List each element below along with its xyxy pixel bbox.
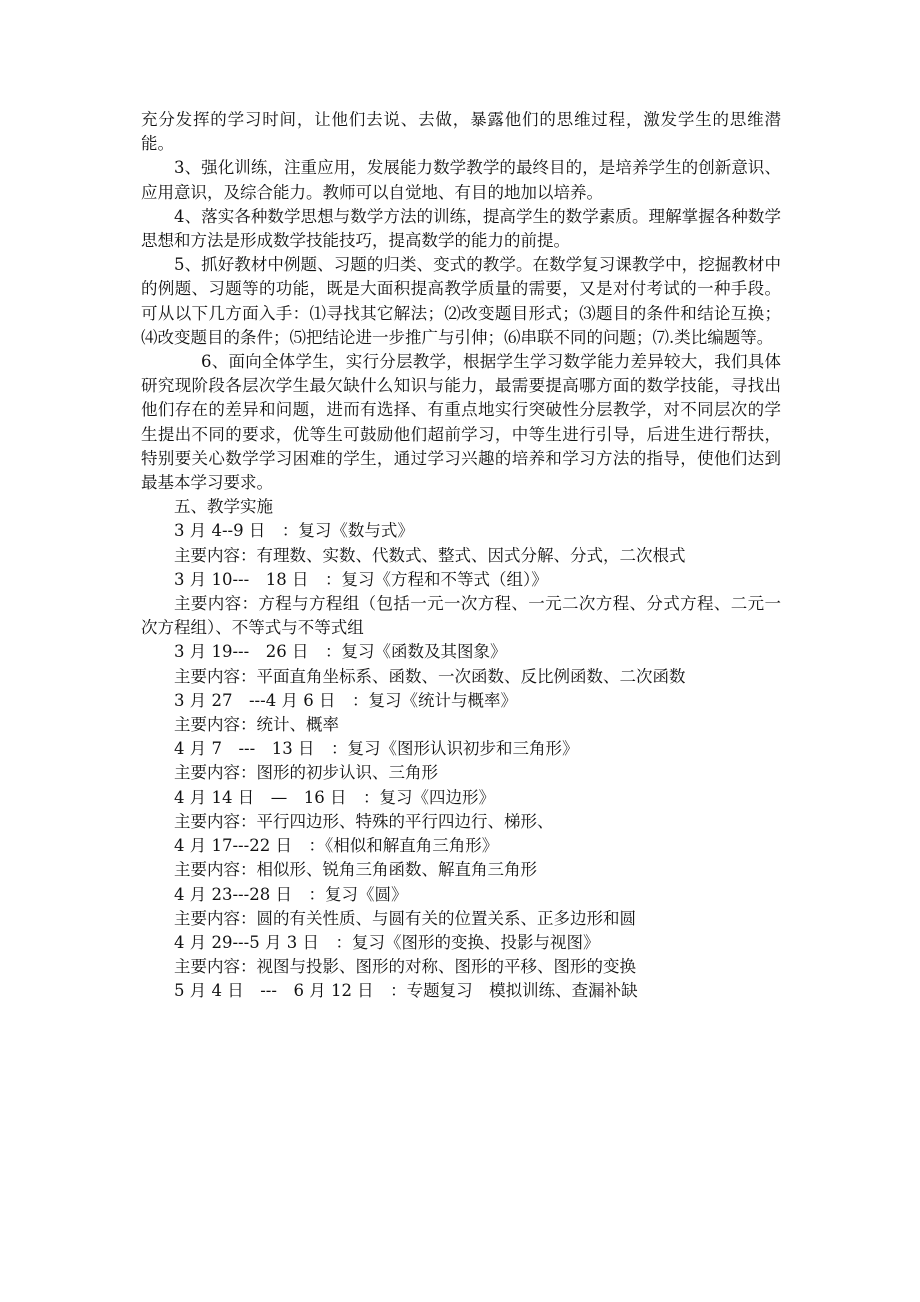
paragraph-continuation: 充分发挥的学习时间，让他们去说、去做，暴露他们的思维过程，激发学生的思维潜能。 xyxy=(141,110,781,154)
schedule-period: 4 月 29---5 月 3 日 ：复习《图形的变换、投影与视图》 xyxy=(174,932,600,952)
schedule-period: 3 月 4--9 日 ：复习《数与式》 xyxy=(174,521,414,541)
paragraph-point-6: 6、面向全体学生，实行分层教学，根据学生学习数学能力差异较大，我们具体研究现阶段各层次学生最欠缺什么知识与能力，最需要提高哪方面的数学技能，寻找出他们存在的差异和问题，进而有选择、有重点地实行突破性分层教学，对不同层次的学生提出不同的要求，优等生可鼓励他们超前学习，中等生进行引导，后进生进行帮扶，特别要关心数学学习困难的学生，通过学习兴趣的培养和学习方法的指导，使他们达到最基本学习要求。 xyxy=(141,352,781,493)
schedule-content: 主要内容：平行四边形、特殊的平行四边行、梯形、 xyxy=(174,811,554,831)
schedule-content: 主要内容：相似形、锐角三角函数、解直角三角形 xyxy=(174,860,537,880)
schedule-content: 主要内容：视图与投影、图形的对称、图形的平移、图形的变换 xyxy=(174,957,636,977)
schedule-content: 主要内容：图形的初步认识、三角形 xyxy=(174,763,438,783)
section-title: 五、教学实施 xyxy=(174,497,273,517)
schedule-content: 主要内容：圆的有关性质、与圆有关的位置关系、正多边形和圆 xyxy=(174,908,636,928)
schedule-period: 3 月 19--- 26 日 ：复习《函数及其图象》 xyxy=(174,642,507,662)
schedule-content: 主要内容：统计、概率 xyxy=(174,715,339,735)
schedule-content: 主要内容：有理数、实数、代数式、整式、因式分解、分式，二次根式 xyxy=(174,545,686,565)
schedule-final-line: 5 月 4 日 --- 6 月 12 日 ：专题复习 模拟训练、查漏补缺 xyxy=(174,981,638,1001)
schedule-period: 3 月 10--- 18 日 ：复习《方程和不等式（组）》 xyxy=(174,569,548,589)
schedule-content: 主要内容：平面直角坐标系、函数、一次函数、反比例函数、二次函数 xyxy=(174,666,686,686)
schedule-period: 4 月 23---28 日 ：复习《圆》 xyxy=(174,884,408,904)
schedule-period: 4 月 7 --- 13 日 ：复习《图形认识初步和三角形》 xyxy=(174,739,579,759)
schedule-period: 4 月 17---22 日 ：《相似和解直角三角形》 xyxy=(174,836,499,856)
document-body xyxy=(141,108,781,1004)
paragraph-point-4: 4、落实各种数学思想与数学方法的训练，提高学生的数学素质。理解掌握各种数学思想和方法是形成数学技能技巧，提高数学的能力的前提。 xyxy=(141,206,781,251)
schedule-period: 3 月 27 ---4 月 6 日 ：复习《统计与概率》 xyxy=(174,690,517,710)
schedule-period: 4 月 14 日 — 16 日 ：复习《四边形》 xyxy=(174,787,495,807)
paragraph-point-3: 3、强化训练，注重应用，发展能力数学教学的最终目的，是培养学生的创新意识、应用意识，及综合能力。教师可以自觉地、有目的地加以培养。 xyxy=(141,158,781,202)
paragraph-point-5: 5、抓好教材中例题、习题的归类、变式的教学。在数学复习课教学中，挖掘教材中的例题、习题等的功能，既是大面积提高教学质量的需要，又是对付考试的一种手段。可从以下几方面入手：⑴寻找其它解法；⑵改变题目形式；⑶题目的条件和结论互换；⑷改变题目的条件；⑸把结论进一步推广与引伸；⑹串联不同的问题；⑺.类比编题等。 xyxy=(141,255,781,347)
schedule-content: 主要内容：方程与方程组（包括一元一次方程、一元二次方程、分式方程、二元一次方程组）、不等式与不等式组 xyxy=(141,594,781,638)
